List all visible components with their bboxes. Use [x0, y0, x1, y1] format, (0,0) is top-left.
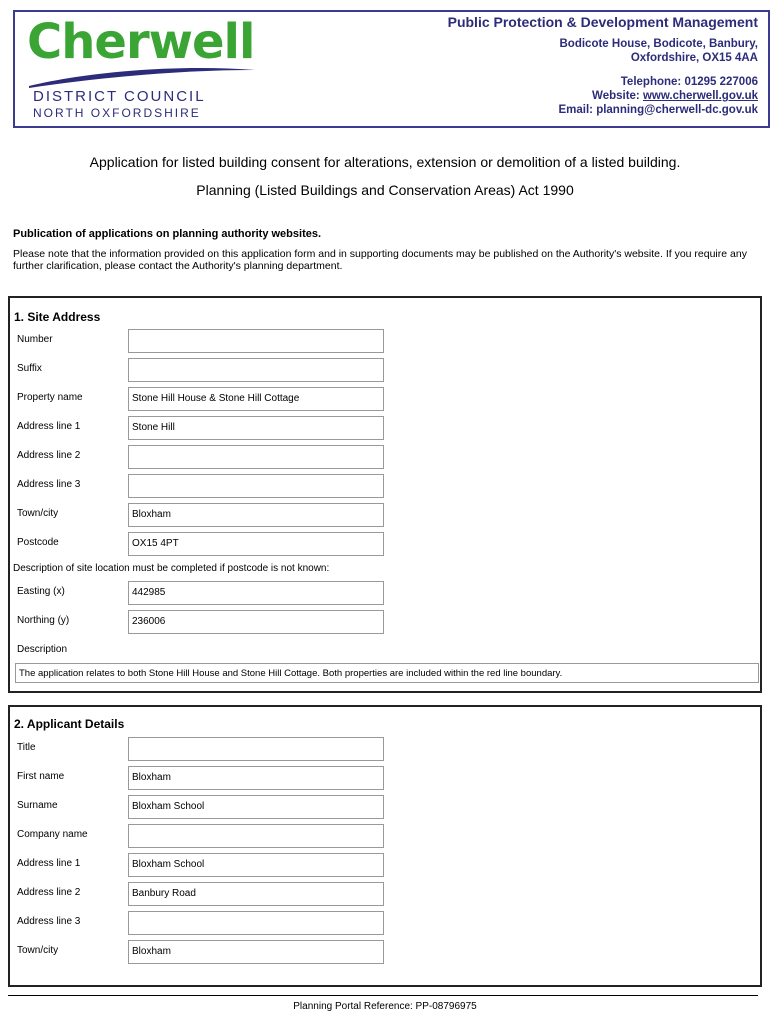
- site-address-section: [8, 296, 762, 693]
- section-heading: 2. Applicant Details: [14, 717, 125, 731]
- publication-heading: Publication of applications on planning authority websites.: [13, 228, 322, 240]
- field-label: Postcode: [17, 537, 59, 548]
- form-subtitle: Planning (Listed Buildings and Conservation Areas) Act 1990: [196, 182, 574, 198]
- field-label: Easting (x): [17, 586, 65, 597]
- field-label: Address line 3: [17, 479, 81, 490]
- field-label: Company name: [17, 829, 88, 840]
- footer-divider: [8, 995, 758, 996]
- description-input[interactable]: The application relates to both Stone Hill House and Stone Hill Cottage. Both properties are included within the red line boundary.: [15, 663, 759, 683]
- field-label: Address line 1: [17, 858, 81, 869]
- postcode-input[interactable]: OX15 4PT: [128, 532, 384, 556]
- field-number: [15, 329, 760, 355]
- field-label: Number: [17, 334, 53, 345]
- property-name-input[interactable]: Stone Hill House & Stone Hill Cottage: [128, 387, 384, 411]
- field-label: Title: [17, 742, 36, 753]
- council-header: [13, 10, 770, 128]
- field-label: Property name: [17, 392, 83, 403]
- logo-district-council: DISTRICT COUNCIL: [33, 88, 206, 105]
- field-address-line-1: [15, 416, 760, 442]
- applicant-town-city-input[interactable]: Bloxham: [128, 940, 384, 964]
- planning-portal-reference: Planning Portal Reference: PP-08796975: [293, 1001, 477, 1012]
- publication-note: Please note that the information provided on this application form and in supporting documents may be published on the Authority's website. If you require any further clarification, please contact the Authority's planning department.: [13, 248, 747, 272]
- field-label: Surname: [17, 800, 58, 811]
- suffix-input[interactable]: [128, 358, 384, 382]
- address-line-1-input[interactable]: Stone Hill: [128, 416, 384, 440]
- website-label: Website:: [592, 90, 643, 102]
- field-label: Town/city: [17, 945, 59, 956]
- field-label: Address line 2: [17, 450, 81, 461]
- field-first-name: [15, 766, 760, 792]
- field-address-line-3: [15, 474, 760, 500]
- field-easting: [15, 581, 760, 607]
- email-line[interactable]: Email: planning@cherwell-dc.gov.uk: [558, 104, 758, 116]
- website-link[interactable]: www.cherwell.gov.uk: [642, 90, 758, 102]
- department-name: Public Protection & Development Management: [447, 14, 758, 30]
- field-label: First name: [17, 771, 65, 782]
- company-name-input[interactable]: [128, 824, 384, 848]
- description-label: Description: [17, 644, 68, 655]
- field-company-name: [15, 824, 760, 850]
- field-surname: [15, 795, 760, 821]
- section-heading: 1. Site Address: [14, 310, 101, 324]
- field-applicant-town-city: [15, 940, 760, 966]
- field-suffix: [15, 358, 760, 384]
- address-line-3-input[interactable]: [128, 474, 384, 498]
- field-applicant-address-line-3: [15, 911, 760, 937]
- council-contact-block: [448, 14, 758, 117]
- easting-input[interactable]: 442985: [128, 581, 384, 605]
- council-logo-wordmark: Cherwell: [27, 14, 255, 70]
- applicant-address-line-2-input[interactable]: Banbury Road: [128, 882, 384, 906]
- applicant-details-section: [8, 705, 762, 987]
- field-property-name: [15, 387, 760, 413]
- first-name-input[interactable]: Bloxham: [128, 766, 384, 790]
- applicant-address-line-3-input[interactable]: [128, 911, 384, 935]
- form-title: Application for listed building consent for alterations, extension or demolition of a listed building.: [89, 154, 681, 170]
- field-label: Address line 2: [17, 887, 81, 898]
- logo-swoosh-icon: [27, 62, 257, 90]
- logo-north-oxfordshire: NORTH OXFORDSHIRE: [33, 106, 201, 120]
- field-town-city: [15, 503, 760, 529]
- field-label: Address line 1: [17, 421, 81, 432]
- field-label: Suffix: [17, 363, 42, 374]
- applicant-address-line-1-input[interactable]: Bloxham School: [128, 853, 384, 877]
- field-label: Northing (y): [17, 615, 70, 626]
- address-line-2-input[interactable]: [128, 445, 384, 469]
- field-address-line-2: [15, 445, 760, 471]
- field-applicant-address-line-2: [15, 882, 760, 908]
- website-line: [448, 89, 758, 103]
- field-applicant-address-line-1: [15, 853, 760, 879]
- town-city-input[interactable]: Bloxham: [128, 503, 384, 527]
- field-label: Town/city: [17, 508, 59, 519]
- number-input[interactable]: [128, 329, 384, 353]
- address-line-2: Oxfordshire, OX15 4AA: [630, 52, 758, 64]
- field-northing: [15, 610, 760, 636]
- location-note: Description of site location must be completed if postcode is not known:: [13, 563, 330, 574]
- address-line-1: Bodicote House, Bodicote, Banbury,: [559, 38, 758, 50]
- field-postcode: [15, 532, 760, 558]
- surname-input[interactable]: Bloxham School: [128, 795, 384, 819]
- field-label: Address line 3: [17, 916, 81, 927]
- field-title: [15, 737, 760, 763]
- telephone: Telephone: 01295 227006: [620, 76, 758, 88]
- title-input[interactable]: [128, 737, 384, 761]
- northing-input[interactable]: 236006: [128, 610, 384, 634]
